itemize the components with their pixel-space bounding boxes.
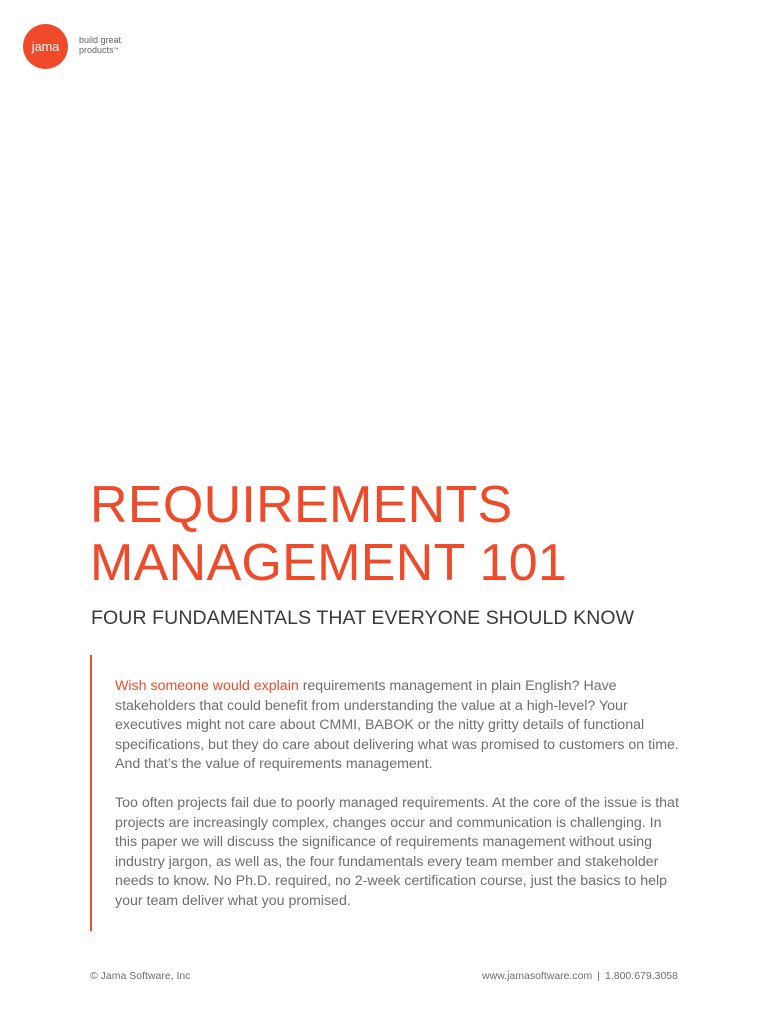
tagline-line-2: products™: [79, 44, 119, 55]
intro-text: [115, 677, 680, 931]
trademark-symbol: ™: [113, 46, 119, 53]
jama-logo[interactable]: [23, 24, 121, 69]
intro-paragraph-1-rest: requirements management in plain English? Have stakeholders that could benefit from understanding the value at a high-level? Your executives might not care about CMMI, BABOK or the nitty gritty details of functional specifications, but they do care about delivering what was promised to customers on time. And that’s the value of requirements management.: [115, 678, 679, 772]
footer-phone: 1.800.679.3058: [605, 970, 678, 982]
title-line-2: MANAGEMENT 101: [90, 534, 568, 592]
document-title: [90, 476, 567, 592]
footer-copyright: © Jama Software, Inc: [90, 970, 191, 982]
logo-text: jama: [31, 39, 60, 54]
footer-contact: [482, 970, 678, 982]
footer-separator: |: [597, 970, 600, 982]
logo-tagline: [79, 36, 121, 55]
intro-highlight: Wish someone would explain: [115, 678, 299, 694]
title-line-1: REQUIREMENTS: [90, 476, 513, 534]
accent-divider: [90, 655, 92, 931]
intro-paragraph-2: Too often projects fail due to poorly managed requirements. At the core of the issue is that projects are increasingly complex, changes occur and communication is challenging. In this paper we will discuss the significance of requirements management without using industry jargon, as well as, the four fundamentals every team member and stakeholder needs to know. No Ph.D. required, no 2-week certification course, just the basics to help your team deliver what you promised.: [115, 795, 679, 909]
tagline-line-1: build great: [79, 35, 122, 45]
footer-website-link[interactable]: www.jamasoftware.com: [481, 970, 593, 982]
intro-paragraph-1: [115, 677, 680, 775]
document-subtitle: FOUR FUNDAMENTALS THAT EVERYONE SHOULD KNOW: [91, 607, 635, 629]
logo-circle: [23, 24, 68, 69]
